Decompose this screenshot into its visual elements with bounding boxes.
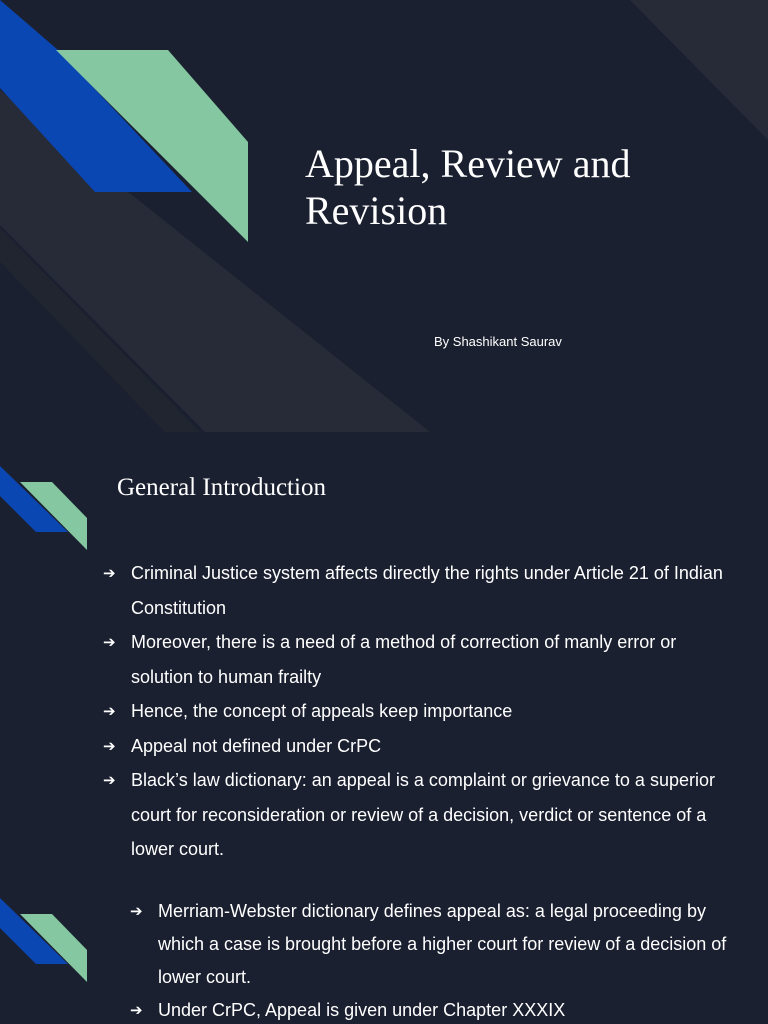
list-item bbox=[103, 763, 723, 864]
arrow-right-icon: ➔ bbox=[103, 702, 116, 720]
arrow-right-icon: ➔ bbox=[130, 1001, 143, 1019]
bullet-text: Under CrPC, Appeal is given under Chapter XXXIX bbox=[158, 1000, 566, 1020]
list-item bbox=[130, 994, 740, 1024]
definitions-slide-decoration bbox=[0, 864, 120, 1004]
presentation-title bbox=[305, 140, 745, 234]
section-heading: General Introduction bbox=[117, 474, 326, 501]
introduction-slide bbox=[0, 432, 768, 864]
bullet-text: Hence, the concept of appeals keep importance bbox=[131, 701, 513, 721]
author-byline: By Shashikant Saurav bbox=[434, 334, 562, 349]
arrow-right-icon: ➔ bbox=[103, 736, 116, 755]
list-item bbox=[103, 625, 723, 694]
list-item bbox=[103, 694, 723, 729]
arrow-right-icon: ➔ bbox=[103, 564, 116, 582]
arrow-right-icon: ➔ bbox=[103, 771, 116, 789]
introduction-bullet-list bbox=[103, 556, 723, 864]
bullet-text: Moreover, there is a need of a method of correction of manly error or solution to human frailty bbox=[131, 632, 677, 687]
introduction-slide-decoration bbox=[0, 432, 120, 572]
list-item bbox=[130, 895, 740, 994]
definitions-slide bbox=[0, 864, 768, 1024]
bullet-text: Appeal not defined under CrPC bbox=[131, 735, 382, 756]
bullet-text: Criminal Justice system affects directly the rights under Article 21 of Indian Constitution bbox=[131, 563, 723, 618]
bullet-text: Merriam-Webster dictionary defines appeal as: a legal proceeding by which a case is brought before a higher court for review of a decision of lower court. bbox=[158, 901, 727, 987]
list-item bbox=[103, 729, 723, 764]
dark-stripe-top-right bbox=[630, 0, 768, 140]
title-line-1: Appeal, Review and bbox=[305, 141, 631, 186]
title-line-2: Revision bbox=[305, 188, 448, 233]
arrow-right-icon: ➔ bbox=[103, 633, 116, 651]
list-item bbox=[103, 556, 723, 625]
title-slide bbox=[0, 0, 768, 432]
definitions-bullet-list bbox=[130, 895, 740, 1024]
bullet-text: Black’s law dictionary: an appeal is a complaint or grievance to a superior court for reconsideration or review of a decision, verdict or sentence of a lower court. bbox=[131, 770, 715, 859]
arrow-right-icon: ➔ bbox=[130, 902, 143, 920]
